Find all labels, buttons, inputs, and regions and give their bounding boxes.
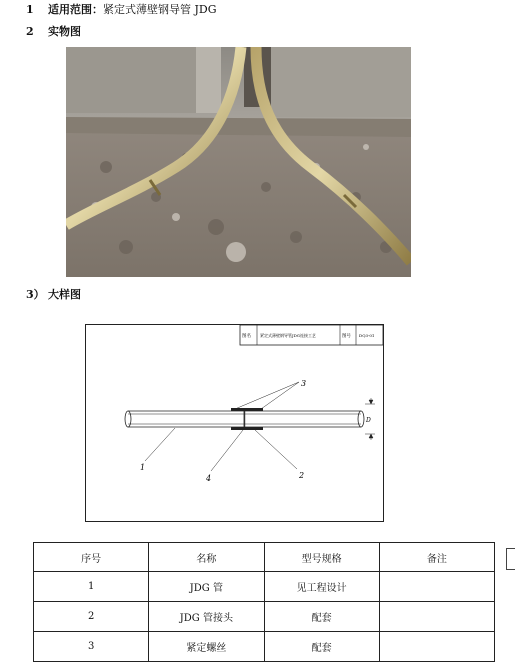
- callout-2: 2: [299, 471, 305, 480]
- callout-3: 3: [301, 379, 307, 388]
- dimension-label: D: [366, 417, 371, 424]
- col-header: 序号: [34, 543, 149, 572]
- table-header-row: [34, 543, 495, 572]
- cell-spec: 配套: [264, 602, 379, 632]
- cell-note: [379, 632, 494, 662]
- number-label: 图号: [342, 334, 351, 339]
- cell-name: JDG 管接头: [149, 602, 264, 632]
- section-number: 3）: [26, 288, 45, 301]
- side-tab-icon[interactable]: [506, 548, 515, 570]
- section-2-heading: [26, 25, 81, 39]
- col-header: 备注: [379, 543, 494, 572]
- cell-spec: 配套: [264, 632, 379, 662]
- cell-index: 2: [34, 602, 149, 632]
- number-value: DQ3-01: [359, 333, 375, 338]
- callout-4: 4: [206, 474, 212, 483]
- section-number: 2: [26, 25, 34, 38]
- section-3-heading: [26, 288, 81, 302]
- section-text: 紧定式薄壁钢导管 JDG: [103, 3, 217, 16]
- section-number: 1: [26, 3, 34, 16]
- col-header: 型号规格: [264, 543, 379, 572]
- table-row: [34, 632, 495, 662]
- section-1-heading: [26, 3, 217, 17]
- cell-note: [379, 602, 494, 632]
- section-label: 适用范围：: [48, 3, 103, 16]
- cell-name: 紧定螺丝: [149, 632, 264, 662]
- cell-note: [379, 572, 494, 602]
- materials-table: [33, 542, 495, 662]
- title-label: 图名: [242, 334, 251, 339]
- cell-index: 1: [34, 572, 149, 602]
- cell-index: 3: [34, 632, 149, 662]
- title-value: 紧定式薄壁钢导管JDG连接工艺: [260, 333, 317, 338]
- section-label: 大样图: [48, 288, 81, 301]
- callout-1: 1: [140, 463, 146, 472]
- table-row: [34, 572, 495, 602]
- table-row: [34, 602, 495, 632]
- conduit-photo: [66, 47, 411, 277]
- detail-drawing: [85, 324, 384, 522]
- cell-name: JDG 管: [149, 572, 264, 602]
- col-header: 名称: [149, 543, 264, 572]
- cell-spec: 见工程设计: [264, 572, 379, 602]
- section-label: 实物图: [48, 25, 81, 38]
